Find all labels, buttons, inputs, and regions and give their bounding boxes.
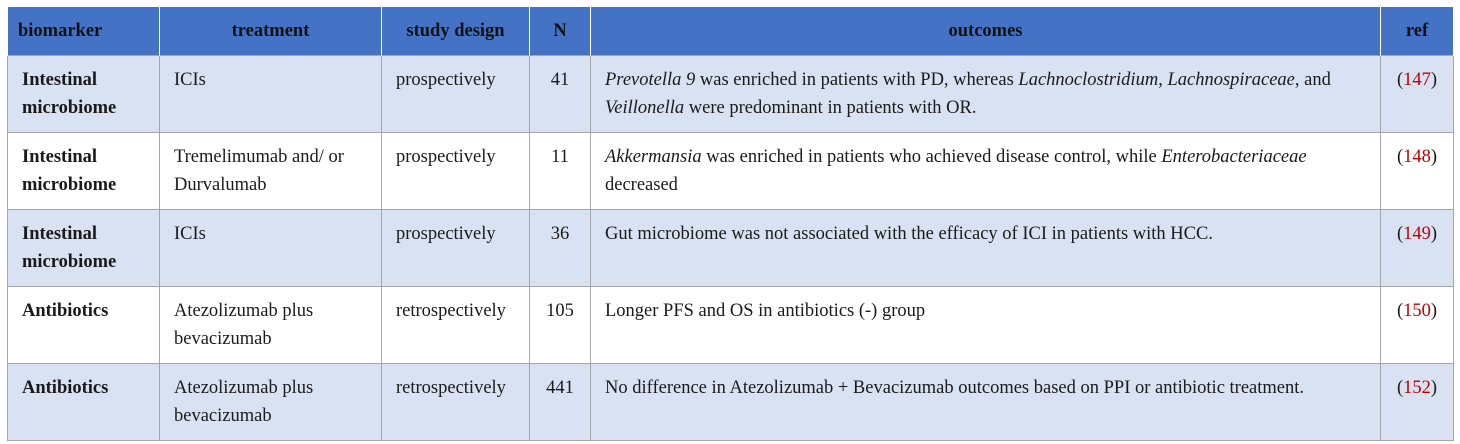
table-row: [8, 56, 1454, 133]
ref-paren-open: (: [1396, 70, 1404, 90]
ref-paren-open: (: [1396, 301, 1404, 321]
outcome-text: No difference in Atezolizumab + Bevacizumab outcomes based on PPI or antibiotic treatment.: [605, 378, 1305, 398]
outcome-text: ,: [1158, 70, 1168, 90]
outcome-text: Gut microbiome was not associated with the efficacy of ICI in patients with HCC.: [605, 224, 1213, 244]
outcome-taxon-italic: Veillonella: [605, 97, 685, 118]
cell-outcomes: [591, 364, 1381, 441]
cell-ref: [1381, 287, 1454, 364]
cell-ref: [1381, 56, 1454, 133]
cell-study-design: retrospectively: [382, 364, 530, 441]
column-header-study-design: study design: [382, 7, 530, 56]
cell-biomarker: Intestinal microbiome: [8, 210, 160, 287]
ref-paren-close: ): [1430, 224, 1438, 244]
ref-paren-open: (: [1396, 378, 1404, 398]
column-header-treatment: treatment: [160, 7, 382, 56]
cell-biomarker: Antibiotics: [8, 364, 160, 441]
outcome-text: was enriched in patients who achieved disease control, while: [701, 147, 1162, 167]
reference-link[interactable]: 147: [1403, 70, 1431, 90]
cell-n: 105: [530, 287, 591, 364]
ref-paren-close: ): [1430, 147, 1438, 167]
table-row: [8, 364, 1454, 441]
reference-link[interactable]: 152: [1403, 378, 1431, 398]
cell-ref: [1381, 210, 1454, 287]
outcome-taxon-italic: Lachnoclostridium: [1018, 70, 1159, 90]
cell-biomarker: Antibiotics: [8, 287, 160, 364]
biomarker-table: [7, 7, 1454, 441]
ref-paren-close: ): [1430, 70, 1438, 90]
outcome-text: , and: [1294, 70, 1331, 90]
reference-link[interactable]: 150: [1403, 301, 1431, 321]
cell-treatment: Atezolizumab plus bevacizumab: [160, 287, 382, 364]
cell-biomarker: Intestinal microbiome: [8, 56, 160, 133]
cell-treatment: Tremelimumab and/ or Durvalumab: [160, 133, 382, 210]
cell-n: 11: [530, 133, 591, 210]
cell-study-design: prospectively: [382, 56, 530, 133]
cell-biomarker: Intestinal microbiome: [8, 133, 160, 210]
cell-study-design: prospectively: [382, 133, 530, 210]
column-header-n: N: [530, 7, 591, 56]
outcome-taxon-italic: Akkermansia: [605, 147, 702, 167]
outcome-text: Longer PFS and OS in antibiotics (-) group: [605, 301, 926, 321]
cell-n: 36: [530, 210, 591, 287]
ref-paren-open: (: [1396, 147, 1404, 167]
reference-link[interactable]: 149: [1403, 224, 1431, 244]
cell-outcomes: [591, 210, 1381, 287]
cell-treatment: ICIs: [160, 210, 382, 287]
ref-paren-close: ): [1430, 301, 1438, 321]
cell-outcomes: [591, 287, 1381, 364]
cell-ref: [1381, 133, 1454, 210]
cell-n: 441: [530, 364, 591, 441]
reference-link[interactable]: 148: [1403, 147, 1431, 167]
table-row: [8, 210, 1454, 287]
column-header-outcomes: outcomes: [591, 7, 1381, 56]
outcome-text: was enriched in patients with PD, whereas: [695, 70, 1019, 90]
cell-outcomes: [591, 133, 1381, 210]
column-header-biomarker: biomarker: [8, 7, 160, 56]
header-row: [8, 7, 1454, 56]
cell-treatment: ICIs: [160, 56, 382, 133]
outcome-text: were predominant in patients with OR.: [684, 97, 977, 118]
outcome-taxon-italic: Enterobacteriaceae: [1161, 147, 1307, 167]
table-row: [8, 287, 1454, 364]
outcome-taxon-italic: Prevotella 9: [605, 70, 696, 90]
cell-study-design: retrospectively: [382, 287, 530, 364]
cell-outcomes: [591, 56, 1381, 133]
table-container: [7, 7, 1454, 441]
table-row: [8, 133, 1454, 210]
outcome-taxon-italic: Lachnospiraceae: [1167, 70, 1295, 90]
outcome-text: decreased: [605, 174, 678, 195]
cell-ref: [1381, 364, 1454, 441]
ref-paren-open: (: [1396, 224, 1404, 244]
cell-n: 41: [530, 56, 591, 133]
ref-paren-close: ): [1430, 378, 1438, 398]
column-header-ref: ref: [1381, 7, 1454, 56]
cell-treatment: Atezolizumab plus bevacizumab: [160, 364, 382, 441]
cell-study-design: prospectively: [382, 210, 530, 287]
